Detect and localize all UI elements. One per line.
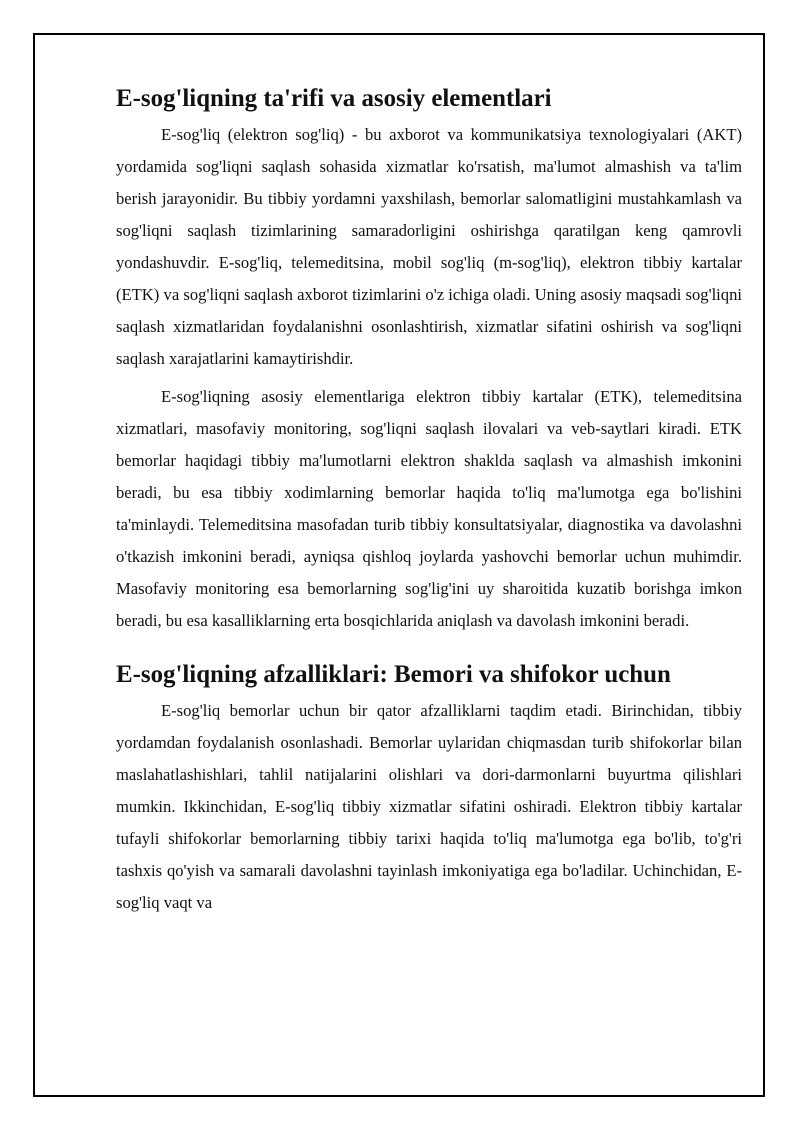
- paragraph-definition: E-sog'liq (elektron sog'liq) - bu axborot va kommunikatsiya texnologiyalari (AKT) yordamida sog'liqni saqlash sohasida xizmatlar ko'rsatish, ma'lumot almashish va ta'lim berish jarayonidir. Bu tibbiy yordamni yaxshilash, bemorlar salomatligini mustahkamlash va sog'liqni saqlash tizimlarining samaradorligini oshirishga qaratilgan keng qamrovli yondashuvdir. E-sog'liq, telemeditsina, mobil sog'liq (m-sog'liq), elektron tibbiy kartalar (ETK) va sog'liqni saqlash axborot tizimlarini o'z ichiga oladi. Uning asosiy maqsadi sog'liqni saqlash xizmatlaridan foydalanishni osonlashtirish, xizmatlar sifatini oshirish va sog'liqni saqlash xarajatlarini kamaytirishdir.: [116, 125, 742, 368]
- section-heading-advantages: E-sog'liqning afzalliklari: Bemori va shifokor uchun: [116, 661, 671, 688]
- document-body: [116, 85, 742, 919]
- paragraph-elements: E-sog'liqning asosiy elementlariga elektron tibbiy kartalar (ETK), telemeditsina xizmatlari, masofaviy monitoring, sog'liqni saqlash ilovalari va veb-saytlari kiradi. ETK bemorlar haqidagi tibbiy ma'lumotlarni elektron shaklda saqlash va almashish imkonini beradi, bu esa tibbiy xodimlarning bemorlar haqida to'liq ma'lumotga ega bo'lishini ta'minlaydi. Telemeditsina masofadan turib tibbiy konsultatsiyalar, diagnostika va davolashni o'tkazish imkonini beradi, ayniqsa qishloq joylarda yashovchi bemorlar uchun muhimdir. Masofaviy monitoring esa bemorlarning sog'lig'ini uy sharoitida kuzatib borishga imkon beradi, bu esa kasalliklarning erta bosqichlarida aniqlash va davolash imkonini beradi.: [116, 387, 742, 630]
- section-heading-definition: E-sog'liqning ta'rifi va asosiy elementlari: [116, 85, 552, 112]
- paragraph-advantages: E-sog'liq bemorlar uchun bir qator afzalliklarni taqdim etadi. Birinchidan, tibbiy yordamdan foydalanish osonlashadi. Bemorlar uylaridan chiqmasdan turib shifokorlar bilan maslahatlashishlari, tahlil natijalarini olishlari va dori-darmonlarni buyurtma qilishlari mumkin. Ikkinchidan, E-sog'liq tibbiy xizmatlar sifatini oshiradi. Elektron tibbiy kartalar tufayli shifokorlar bemorlarning tibbiy tarixi haqida to'liq ma'lumotga ega bo'lib, to'g'ri tashxis qo'yish va samarali davolashni tayinlash imkoniyatiga ega bo'ladilar. Uchinchidan, E-sog'liq vaqt va: [116, 701, 742, 912]
